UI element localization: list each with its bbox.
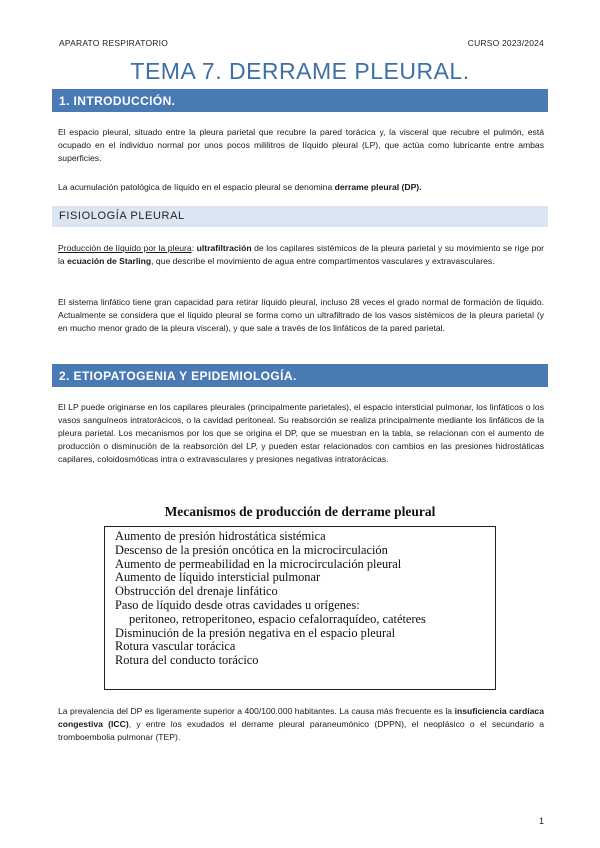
figure-item: Descenso de la presión oncótica en la microcirculación [115,542,388,557]
section-heading-etiopatogenia: 2. ETIOPATOGENIA Y EPIDEMIOLOGÍA. [52,364,548,387]
fisiologia-p1-b: de los capilares sistémicos de la pleura parietal y su movimiento se rige por la [58,243,544,266]
header-course: CURSO 2023/2024 [467,38,544,48]
figure-item: Aumento de líquido intersticial pulmonar [115,570,321,585]
etio-p2-b: , y entre los exudados el derrame pleural paraneumónico (DPPN), el neoplásico o el secundario a tromboembolia pulmonar (TEP). [58,719,544,742]
fisiologia-p1-c: , que describe el movimiento de agua entre compartimentos vasculares y extravasculares. [151,256,495,266]
fisiologia-paragraph-1 [58,242,544,268]
etio-p2-bold: insuficiencia cardíaca congestiva (ICC) [58,706,544,729]
figure-item: Disminución de la presión negativa en el espacio pleural [115,625,396,640]
fisiologia-p1-bold1: ultrafiltración [196,243,252,253]
figure-title: Mecanismos de producción de derrame pleural [164,504,436,519]
figure-item: Obstrucción del drenaje linfático [115,584,278,599]
fisiologia-p1-bold2: ecuación de Starling [67,256,152,266]
intro-p2-bold: derrame pleural (DP). [334,182,422,192]
fisiologia-paragraph-2: El sistema linfático tiene gran capacidad para retirar líquido pleural, incluso 28 veces el grado normal de formación de líquido. Actualmente se considera que el líquido pleural se forma como un ultrafiltrado de los vasos sistémicos de la pleura parietal (y en mucho menor grado de la pleura visceral), y que sale a través de los linfáticos de la pared parietal. [58,297,544,333]
header-subject: APARATO RESPIRATORIO [59,38,169,48]
etio-p2-a: La prevalencia del DP es ligeramente superior a 400/100.000 habitantes. La causa más frecuente es la [58,706,455,716]
figure-item: Rotura del conducto torácico [115,653,259,668]
subsection-heading-fisiologia: FISIOLOGÍA PLEURAL [52,206,548,227]
etiopatogenia-paragraph-1: El LP puede originarse en los capilares pleurales (principalmente parietales), el espacio intersticial pulmonar, los linfáticos o los vasos sanguíneos intratorácicos, o la cavidad peritoneal. Su reabsorción se realiza principalmente mediante los linfáticos de la pleura parietal. Los mecanismos por los que se origina el DP, que se muestran en la tabla, se relacionan con el aumento de producción o disminución de la reabsorción del LP, y pueden estar relacionados con cambios en las presiones hidrostáticas capilares, coloidosmóticas intra o extravasculares y presiones negativas intratorácicas. [58,402,544,464]
intro-paragraph-2 [58,181,544,194]
page-number: 1 [538,816,544,826]
figure-item: Rotura vascular torácica [115,639,236,654]
figure-list-box [104,526,496,690]
fisiologia-p1-underline: Producción de líquido por la pleura [58,243,192,253]
fisiologia-p1-a: : [191,243,197,253]
etiopatogenia-paragraph-2 [58,705,544,744]
mechanisms-figure [100,498,500,690]
figure-item: Aumento de presión hidrostática sistémica [115,529,326,543]
figure-item: peritoneo, retroperitoneo, espacio cefalorraquídeo, catéteres [129,611,426,626]
page-title: TEMA 7. DERRAME PLEURAL. [130,58,470,84]
figure-item: Paso de líquido desde otras cavidades u orígenes: [115,597,360,612]
section-heading-introduccion: 1. INTRODUCCIÓN. [52,89,548,112]
intro-paragraph-1: El espacio pleural, situado entre la pleura parietal que recubre la pared torácica y, la visceral que recubre el pulmón, está ocupado en el individuo normal por unos pocos mililitros de líquido pleural (LP), que actúa como lubricante entre ambas superficies. [58,127,544,163]
intro-p2-text: La acumulación patológica de líquido en el espacio pleural se denomina [58,182,335,192]
figure-item: Aumento de permeabilidad en la microcirculación pleural [115,556,402,571]
